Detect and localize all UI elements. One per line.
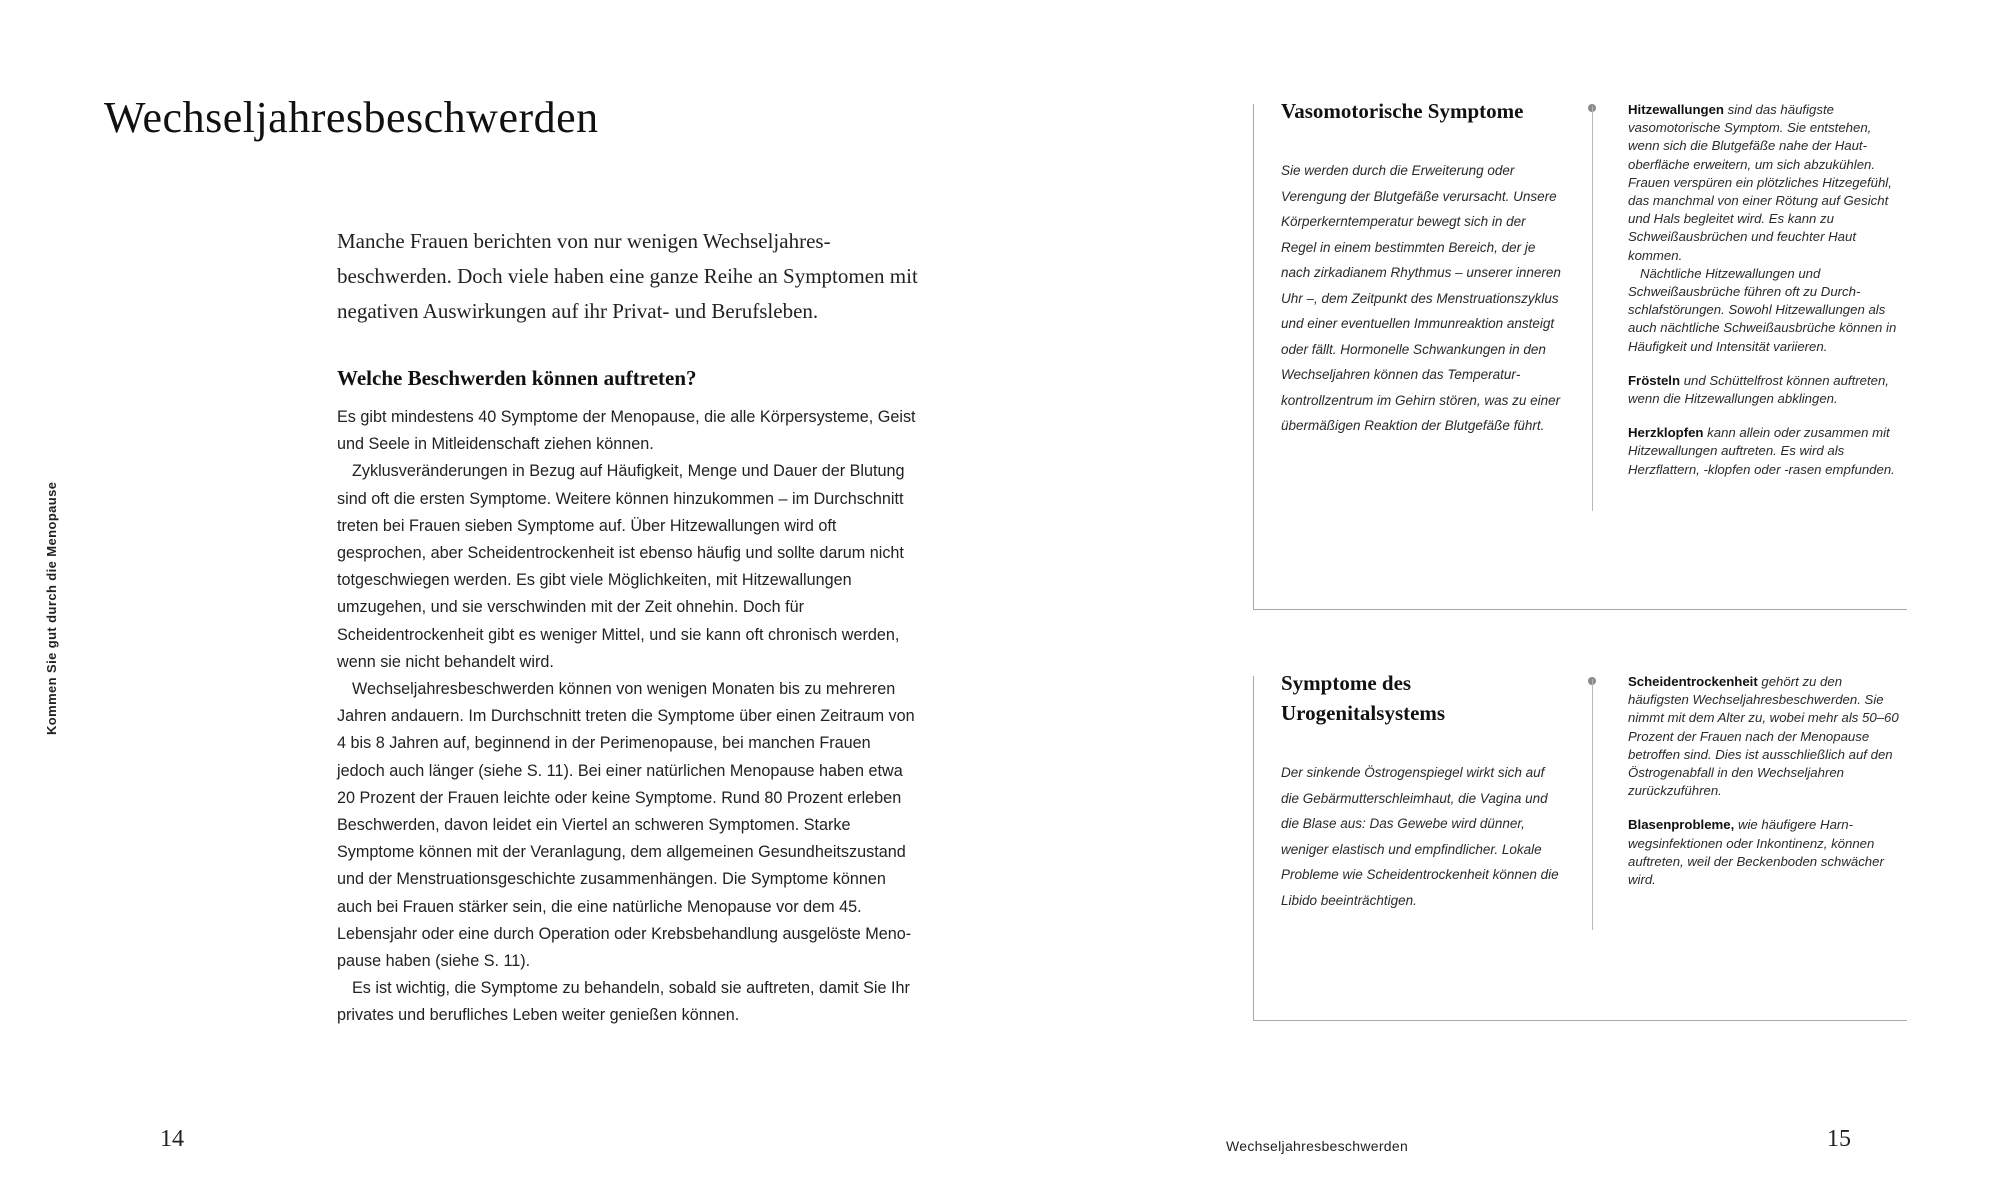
body-paragraph: Es gibt mindestens 40 Symptome der Menopause, die alle Körpersysteme, Geist und Seele in Mitleidenschaft ziehen können. [337,408,916,454]
divider-line [1592,679,1593,930]
symptom-note [1628,101,1900,265]
symptom-term: Frösteln [1628,372,1681,388]
body-text [337,404,922,1030]
symptom-note [1628,673,1900,800]
symptom-term: Hitzewallungen [1628,102,1724,117]
box-description-text: Sie werden durch die Erweiterung oder Verengung der Blutgefäße verursacht. Unsere Körperkerntemperatur bewegt sich in der Regel in einem bestimmten Bereich, der je nach zirkadianem Rhythmus – unserer inneren Uhr –, dem Zeitpunkt des Menstruationszyklus und einer eventuellen Immunreaktion ansteigt oder fällt. Hormonelle Schwankungen in den Wechseljahren können das Temperaturkontrollzentrum im Gehirn stören, was zu einer übermäßigen Reaktion der Blutgefäße führt. [1281,163,1561,433]
symptom-text: sind das häufigste vasomotorische Symptom. Sie entstehen, wenn sich die Blutgefäße nahe der Hautoberfläche erweitern, um sich abzukühlen. Frauen verspüren ein plötzliches Hitzegefühl, das manchmal von einer Rötung auf Gesicht und Hals begleitet wird. Es kann zu Schweißausbrüchen und feuchter Haut kommen. [1628,102,1892,263]
box-description-urogenital [1281,760,1564,913]
symptom-text: gehört zu den häufigsten Wechseljahresbeschwerden. Sie nimmt mit dem Alter zu, wobei mehr als 50–60 Prozent der Frauen nach der Menopause betroffen sind. Dies ist ausschließlich auf den Östrogenabfall in den Wechseljahren zurückzuführen. [1628,674,1899,799]
symptom-text: und Schüttelfrost können auftreten, wenn die Hitzewallungen abklingen. [1628,372,1889,407]
symptom-notes-vasomotor [1628,101,1900,495]
chapter-side-label: Kommen Sie gut durch die Menopause [44,481,59,735]
symptom-note [1628,265,1900,356]
intro-text: Manche Frauen berichten von nur wenigen Wechseljahresbeschwerden. Doch viele haben eine ganze Reihe an Symptomen mit negativen Auswirkungen auf ihr Privat- und Berufsleben. [337,229,918,323]
divider-line [1592,106,1593,511]
symptom-term: Herzklopfen [1628,425,1704,441]
box-description-vasomotor [1281,158,1564,439]
box-description-text: Der sinkende Östrogenspiegel wirkt sich auf die Gebärmutterschleimhaut, die Vagina und die Blase aus: Das Gewebe wird dünner, weniger elastisch und empfindlicher. Lokale Probleme wie Scheidentrockenheit können die Libido beeinträchtigen. [1281,765,1559,908]
symptom-note [1628,424,1900,479]
page-number-left: 14 [160,1126,184,1152]
symptom-note [1628,816,1900,889]
symptom-text: Nächtliche Hitzewallungen und Schweißausbrüche führen oft zu Durchschlafstörungen. Sowohl Hitzewallungen als auch nächtliche Schweißausbrüche können in Häufigkeit und Intensität variieren. [1628,265,1897,354]
page-title: Wechseljahresbeschwerden [104,93,599,142]
body-paragraph: Es ist wichtig, die Symptome zu behandeln, sobald sie auftreten, damit Sie Ihr privates und berufliches Leben weiter genießen können. [337,979,910,1025]
symptom-notes-urogenital [1628,673,1900,905]
running-footer: Wechseljahresbeschwerden [1226,1138,1409,1154]
body-paragraph: Wechseljahresbeschwerden können von wenigen Monaten bis zu mehreren Jahren andauern. Im Durchschnitt treten die Symptome über einen Zeitraum von 4 bis 8 Jahren auf, beginnend in der Perimenopause, bei manchen Frauen jedoch auch länger (siehe S. 11). Bei einer natürlichen Menopause haben etwa 20 Prozent der Frauen leichte oder keine Symptome. Rund 80 Prozent erleben Beschwerden, davon leidet ein Viertel an schweren Symptomen. Starke Symptome können mit der Veranlagung, dem allgemeinen Gesundheitszustand und der Menstruationsgeschichte zusammenhängen. Die Symptome können auch bei Frauen stärker sein, die eine natürliche Menopause vor dem 45. Lebensjahr oder eine durch Operation oder Krebsbehandlung ausgelöste Menopause haben (siehe S. 11). [337,680,915,971]
symptom-text: wie häufigere Harnwegsinfektionen oder Inkontinenz, können auftreten, weil der Beckenboden schwächer wird. [1628,817,1884,888]
body-paragraph: Zyklusveränderungen in Bezug auf Häufigkeit, Menge und Dauer der Blutung sind oft die ersten Symptome. Weitere können hinzukommen – im Durchschnitt treten bei Frauen sieben Symptome auf. Über Hitzewallungen wird oft gesprochen, aber Scheidentrockenheit ist ebenso häufig und sollte darum nicht totgeschwiegen werden. Es gibt viele Möglichkeiten, mit Hitzewallungen umzugehen, und sie verschwinden mit der Zeit ohnehin. Doch für Scheidentrockenheit gibt es weniger Mittel, und sie kann oft chronisch werden, wenn sie nicht behandelt wird. [337,462,905,671]
intro-paragraph [337,224,922,329]
box-title-vasomotor: Vasomotorische Symptome [1281,99,1524,123]
symptom-term: Scheidentrockenheit [1628,674,1758,689]
symptom-note [1628,372,1900,408]
symptom-text: kann allein oder zusammen mit Hitzewallungen auftreten. Es wird als Herzflattern, -klopfen oder -rasen empfunden. [1628,425,1895,477]
page-number-right: 15 [1827,1126,1851,1152]
symptom-term: Blasenprobleme, [1628,817,1735,833]
box-title-urogenital: Symptome des Urogenitalsystems [1281,671,1446,725]
section-subheading: Welche Beschwerden können auftreten? [337,366,697,390]
